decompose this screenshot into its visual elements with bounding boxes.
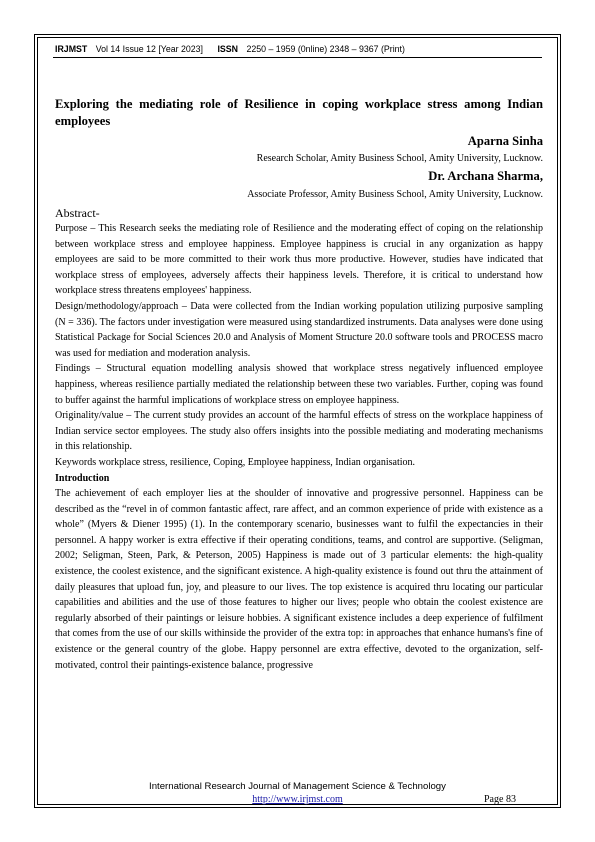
- issn-value: 2250 – 1959 (0nline) 2348 – 9367 (Print): [246, 44, 405, 54]
- abstract-originality: Originality/value – The current study provides an account of the harmful effects of stress on the workplace happiness of Indian service sector employees. The study also offers insights into the possible mediating and moderating mechanisms in this relationship.: [55, 410, 543, 453]
- abstract-keywords: Keywords workplace stress, resilience, Coping, Employee happiness, Indian organisation.: [55, 456, 416, 468]
- author-name-1: Aparna Sinha: [467, 134, 543, 148]
- author-affiliation-2: Associate Professor, Amity Business School, Amity University, Lucknow.: [247, 189, 543, 200]
- introduction-body: The achievement of each employer lies at the shoulder of innovative and progressive personnel. Happiness can be described as the “revel in of common fantastic affect, rare affect, and an common experience of pride with existence as a whole” (Myers & Diener 1995) (1). In the contemporary scenario, businesses want to fulfil the expectancies in their personnel. A happy worker is extra effective if their operating conditions, teams, and control are supportive. (Seligman, 2002; Seligman, Steen, Park, & Peterson, 2005) Happiness is made out of 3 particular elements: the high-quality existence, the coolest existence, and the significant existence. A high-quality existence is found out thru the attainment of daily pleasures that upload fun, joy, and pleasure to our lives. The top existence is acquired thru locating our particular capabilities and abilities and the use of those features to higher our lives; people who obtain the coolest existence are regularly absorbed of their paintings or leisure hobbies. A significant existence includes a deep experience of fulfilment that comes from the use of our skills withinside the provider of the extra top: in approaches that enhance humans's fine of existence or the general country of the globe. Happy personnel are extra effective, devoted to the organization, self-motivated, control their paintings-existence balance, progressive: [55, 488, 543, 671]
- page-number: Page 83: [484, 794, 516, 805]
- issn-label: ISSN: [217, 44, 238, 54]
- abstract-body: [55, 221, 543, 673]
- abstract-heading: Abstract-: [55, 206, 100, 220]
- footer-url-link[interactable]: http://www.irjmst.com: [252, 794, 343, 805]
- abstract-purpose: Purpose – This Research seeks the mediating role of Resilience and the moderating effect of coping on the relationship between workplace stress and employee happiness. Employee happiness is crucial in any organization as happy employees are said to be more committed to their work thus more productive. However, studies have indicated that workplace stress of employees, adversely affects their happiness levels. Therefore, it is critical to understand how workplace stress threatens employees' happiness.: [55, 223, 543, 297]
- footer-journal-name: International Research Journal of Management Science & Technology: [149, 781, 446, 792]
- author-name-2: Dr. Archana Sharma,: [428, 169, 543, 183]
- introduction-heading: Introduction: [55, 472, 110, 484]
- header-divider: [53, 57, 542, 58]
- paper-title: Exploring the mediating role of Resilience in coping workplace stress among Indian employees: [55, 97, 543, 128]
- abstract-design: Design/methodology/approach – Data were collected from the Indian working population utilizing purposive sampling (N = 336). The factors under investigation were measured using standardized instruments. Data analyses were done using Statistical Package for Social Sciences 20.0 and Analysis of Moment Structure 20.0 software tools and PROCESS macro was used for mediation and moderation analysis.: [55, 300, 543, 359]
- issue-info: Vol 14 Issue 12 [Year 2023]: [95, 44, 203, 54]
- running-header: [55, 44, 417, 54]
- journal-abbr: IRJMST: [55, 44, 88, 54]
- abstract-findings: Findings – Structural equation modelling analysis showed that workplace stress negatively influenced employee happiness, whereas resilience partially mediated the relationship between these two variables. Further, coping was found to buffer against the harmful implications of workplace stress on employee happiness.: [55, 363, 543, 406]
- author-affiliation-1: Research Scholar, Amity Business School, Amity University, Lucknow.: [256, 153, 543, 164]
